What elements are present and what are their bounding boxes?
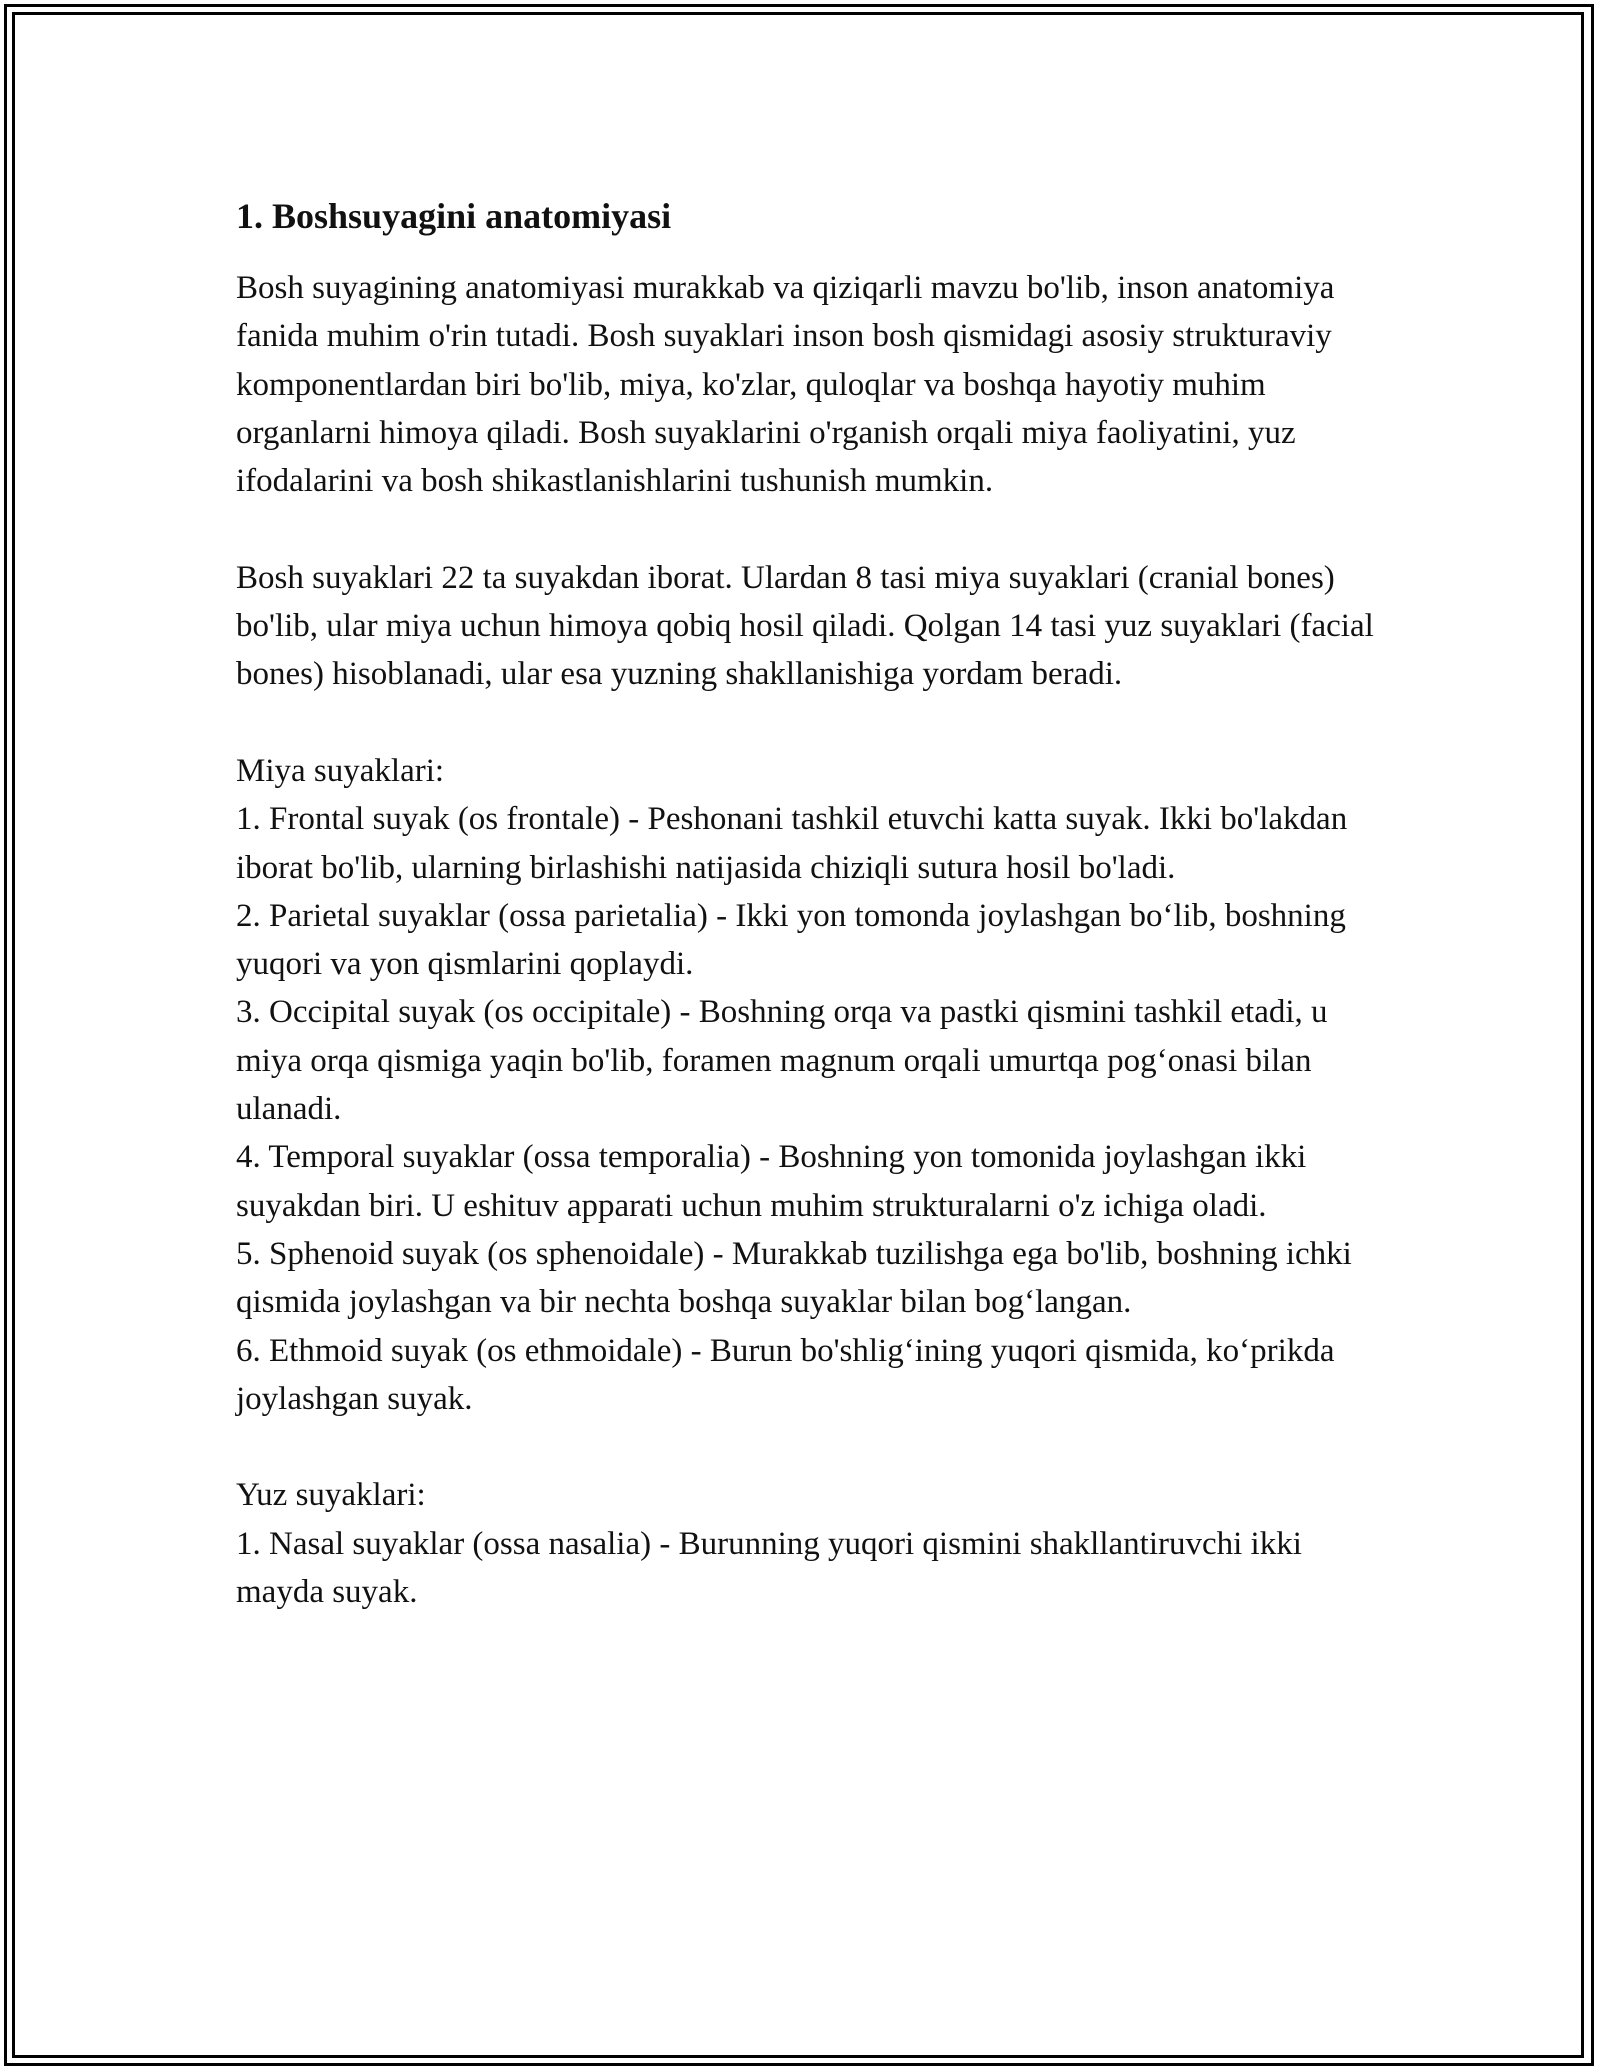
facial-bones-title: Yuz suyaklari: [236, 1477, 426, 1514]
list-item: 4. Temporal suyaklar (ossa temporalia) - Boshning yon tomonida joylashgan ikki suyakdan biri. U eshituv apparati uchun muhim strukturalarni o'z ichiga oladi. [236, 1139, 1307, 1224]
bone-count-paragraph: Bosh suyaklari 22 ta suyakdan iborat. Ulardan 8 tasi miya suyaklari (cranial bones) bo'lib, ular miya uchun himoya qobiq hosil qiladi. Qolgan 14 tasi yuz suyaklari (facial bones) hisoblanadi, ular esa yuzning shakllanishiga yordam beradi. [236, 559, 1374, 693]
section-heading: 1. Boshsuyagini anatomiyasi [236, 196, 672, 236]
paragraph-spacer [236, 699, 1376, 747]
list-item: 3. Occipital suyak (os occipitale) - Boshning orqa va pastki qismini tashkil etadi, u miya orqa qismiga yaqin bo'lib, foramen magnum orqali umurtqa pog‘onasi bilan ulanadi. [236, 994, 1328, 1128]
cranial-bones-section [236, 747, 1376, 1423]
cranial-bones-title: Miya suyaklari: [236, 752, 445, 789]
intro-paragraph: Bosh suyagining anatomiyasi murakkab va qiziqarli mavzu bo'lib, inson anatomiya fanida muhim o'rin tutadi. Bosh suyaklari inson bosh qismidagi asosiy strukturaviy komponentlardan biri bo'lib, miya, ko'zlar, quloqlar va boshqa hayotiy muhim organlarni himoya qiladi. Bosh suyaklarini o'rganish orqali miya faoliyatini, yuz ifodalarini va bosh shikastlanishlarini tushunish mumkin. [236, 270, 1335, 500]
paragraph-spacer [236, 1423, 1376, 1471]
paragraph-spacer [236, 505, 1376, 553]
list-item: 1. Frontal suyak (os frontale) - Peshonani tashkil etuvchi katta suyak. Ikki bo'lakdan iborat bo'lib, ularning birlashishi natijasida chiziqli sutura hosil bo'ladi. [236, 801, 1348, 886]
list-item: 5. Sphenoid suyak (os sphenoidale) - Murakkab tuzilishga ega bo'lib, boshning ichki qismida joylashgan va bir nechta boshqa suyaklar bilan bog‘langan. [236, 1235, 1352, 1321]
list-item: 6. Ethmoid suyak (os ethmoidale) - Burun bo'shlig‘ining yuqori qismida, ko‘prikda joylashgan suyak. [236, 1332, 1335, 1417]
facial-bones-section [236, 1471, 1376, 1616]
list-item: 1. Nasal suyaklar (ossa nasalia) - Burunning yuqori qismini shakllantiruvchi ikki mayda suyak. [236, 1525, 1302, 1611]
list-item: 2. Parietal suyaklar (ossa parietalia) - Ikki yon tomonda joylashgan bo‘lib, boshning yuqori va yon qismlarini qoplaydi. [236, 897, 1346, 983]
document-body [236, 188, 1376, 1616]
